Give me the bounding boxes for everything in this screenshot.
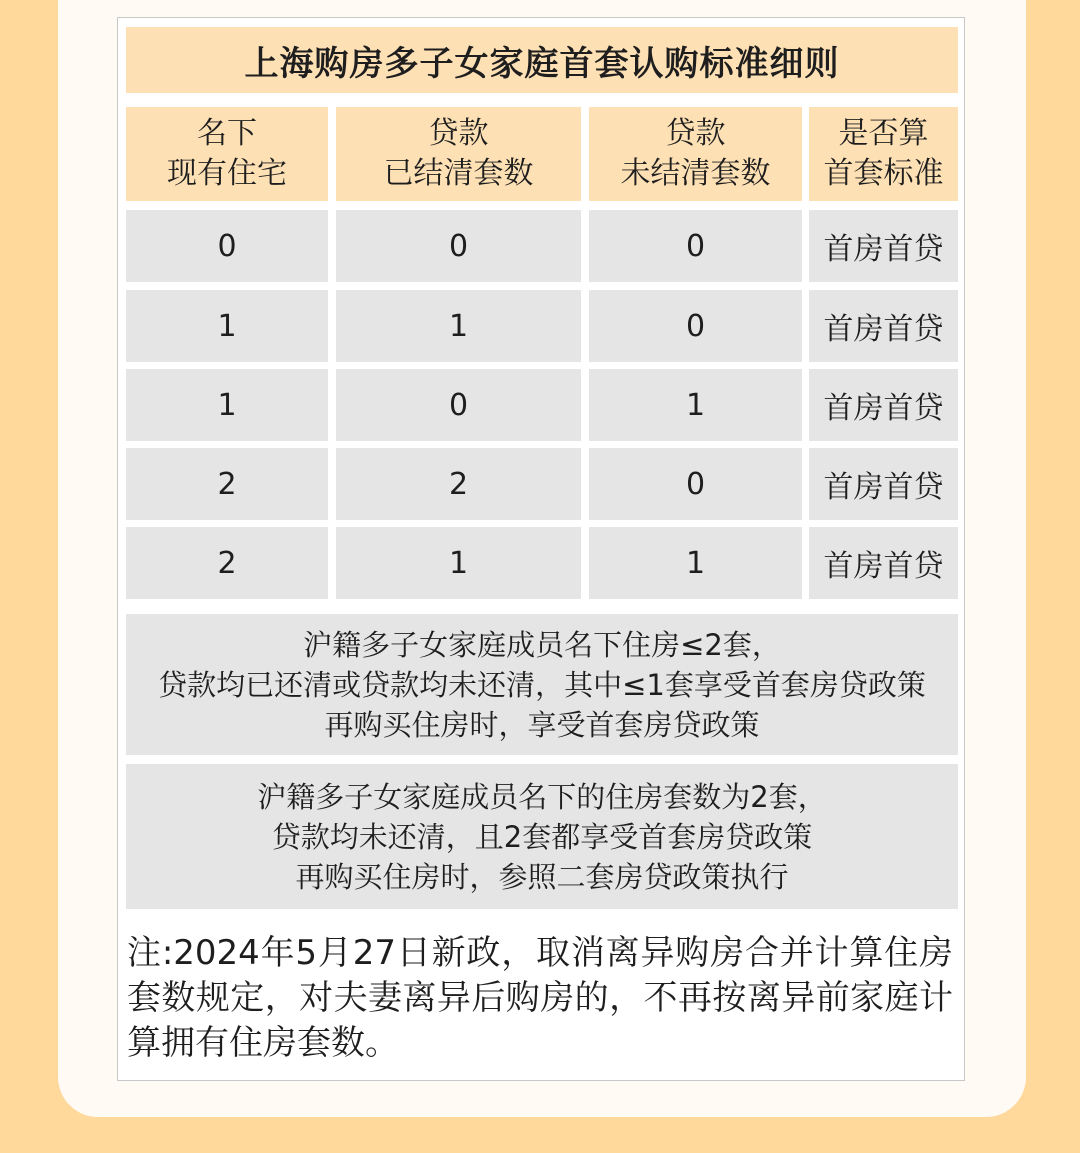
header-line: 贷款 bbox=[428, 116, 489, 151]
header-line: 名下 bbox=[197, 116, 257, 151]
table-cell: 首房首贷 bbox=[809, 527, 958, 599]
header-line: 贷款 bbox=[665, 116, 726, 151]
note-line: 贷款均未还清，且2套都享受首套房贷政策 bbox=[271, 819, 813, 854]
header-line: 未结清套数 bbox=[620, 156, 771, 191]
table-cell: 2 bbox=[126, 448, 328, 520]
table-cell: 0 bbox=[589, 210, 802, 282]
header-loans-outstanding bbox=[589, 107, 802, 201]
table-cell: 1 bbox=[336, 527, 581, 599]
table-cell: 0 bbox=[589, 290, 802, 362]
table-cell: 1 bbox=[126, 290, 328, 362]
table-cell: 2 bbox=[126, 527, 328, 599]
note-line: 贷款均已还清或贷款均未还清，其中≤1套享受首套房贷政策 bbox=[158, 667, 926, 702]
table-title: 上海购房多子女家庭首套认购标准细则 bbox=[126, 27, 958, 93]
table-cell: 0 bbox=[126, 210, 328, 282]
header-line: 已结清套数 bbox=[383, 156, 534, 191]
note-line: 再购买住房时，享受首套房贷政策 bbox=[324, 707, 760, 742]
header-line: 现有住宅 bbox=[167, 156, 287, 191]
table-cell: 1 bbox=[589, 369, 802, 441]
header-loans-paid-off bbox=[336, 107, 581, 201]
policy-note-first bbox=[126, 614, 958, 755]
header-first-home-standard bbox=[809, 107, 958, 201]
table-cell: 0 bbox=[336, 369, 581, 441]
table-cell: 0 bbox=[589, 448, 802, 520]
footnote: 注:2024年5月27日新政，取消离异购房合并计算住房套数规定，对夫妻离异后购房的，不再按离异前家庭计算拥有住房套数。 bbox=[127, 933, 953, 1063]
table-cell: 0 bbox=[336, 210, 581, 282]
table-cell: 1 bbox=[589, 527, 802, 599]
table-cell: 2 bbox=[336, 448, 581, 520]
note-line: 沪籍多子女家庭成员名下的住房套数为2套， bbox=[257, 779, 827, 814]
table-cell: 首房首贷 bbox=[809, 448, 958, 520]
note-line: 沪籍多子女家庭成员名下住房≤2套， bbox=[303, 627, 781, 662]
table-cell: 1 bbox=[126, 369, 328, 441]
note-line: 再购买住房时，参照二套房贷政策执行 bbox=[295, 859, 789, 894]
table-cell: 首房首贷 bbox=[809, 290, 958, 362]
header-line: 是否算 bbox=[838, 116, 929, 151]
header-line: 首套标准 bbox=[823, 156, 944, 191]
table-cell: 首房首贷 bbox=[809, 369, 958, 441]
table-cell: 1 bbox=[336, 290, 581, 362]
policy-note-second bbox=[126, 764, 958, 909]
table-cell: 首房首贷 bbox=[809, 210, 958, 282]
header-owned-homes bbox=[126, 107, 328, 201]
